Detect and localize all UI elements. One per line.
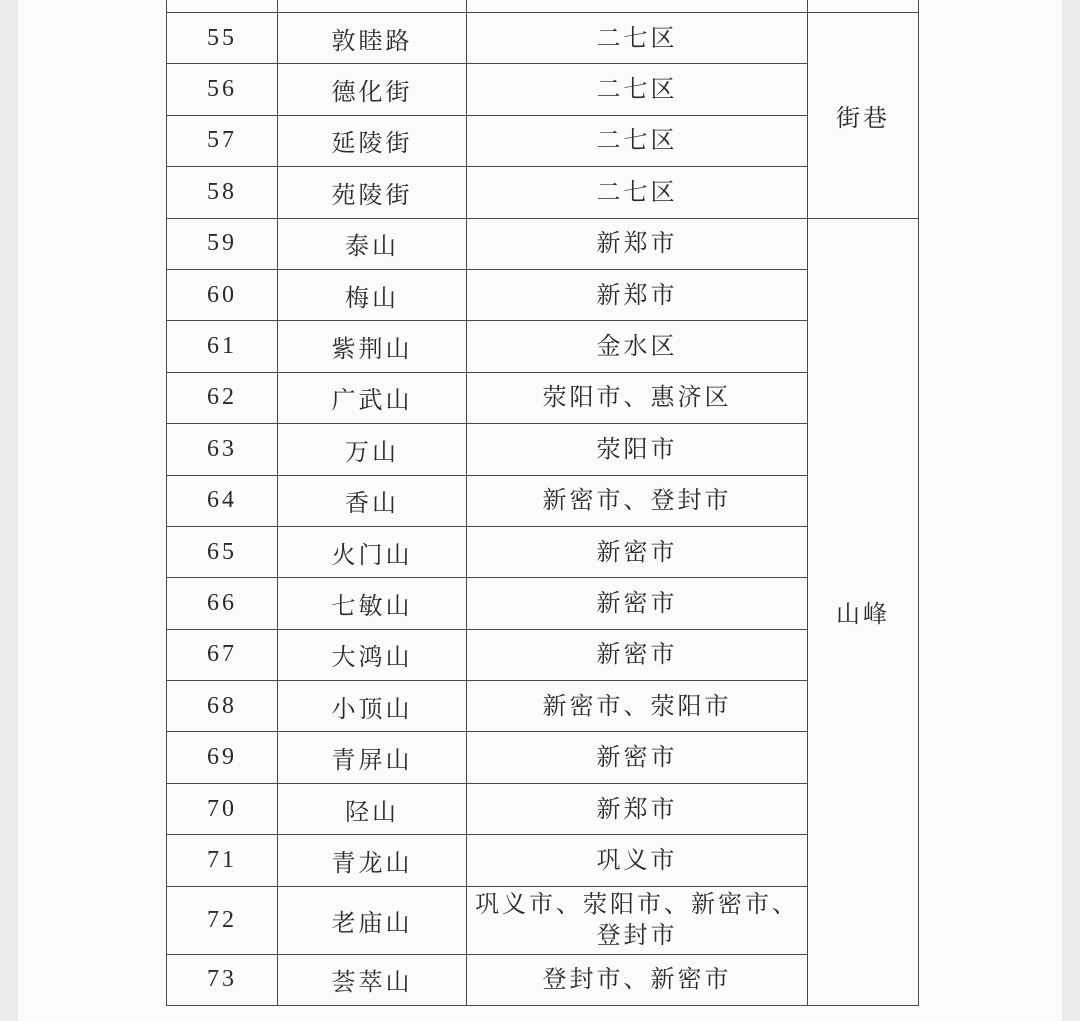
table-row	[167, 783, 919, 834]
place-name-table	[166, 0, 919, 1006]
place-name-cell: 青龙山	[278, 835, 467, 886]
table-row	[167, 321, 919, 372]
place-name-cell: 火门山	[278, 526, 467, 577]
location-cell: 二七区	[467, 64, 808, 115]
place-name-cell: 老庙山	[278, 886, 467, 954]
location-cell: 登封市、新密市	[467, 954, 808, 1005]
table-body	[167, 0, 919, 1006]
place-name-cell: 陉山	[278, 783, 467, 834]
row-number-cell: 69	[167, 732, 278, 783]
table-row	[167, 372, 919, 423]
row-number-cell: 66	[167, 578, 278, 629]
place-name-cell: 青屏山	[278, 732, 467, 783]
table-row	[167, 526, 919, 577]
document-page	[18, 0, 1062, 1021]
place-name-cell: 七敏山	[278, 578, 467, 629]
location-line: 巩义市、荥阳市、新密市、	[475, 890, 799, 919]
place-name-cell: 梅山	[278, 269, 467, 320]
table-row	[167, 64, 919, 115]
location-cell: 新密市	[467, 732, 808, 783]
table-row	[167, 218, 919, 269]
table-row	[167, 424, 919, 475]
location-cell	[467, 886, 808, 954]
table-row	[167, 167, 919, 218]
table-row	[167, 954, 919, 1005]
place-name-cell: 德化街	[278, 64, 467, 115]
row-number-cell: 65	[167, 526, 278, 577]
table-row	[167, 629, 919, 680]
table-row	[167, 475, 919, 526]
location-cell: 新密市	[467, 526, 808, 577]
row-number-cell: 56	[167, 64, 278, 115]
place-name-cell: 紫荆山	[278, 321, 467, 372]
location-line: 登封市	[596, 921, 678, 950]
location-cell: 二七区	[467, 13, 808, 64]
row-number-cell: 68	[167, 681, 278, 732]
location-cell: 二七区	[467, 115, 808, 166]
place-name-cell: 大鸿山	[278, 629, 467, 680]
location-cell: 荥阳市、惠济区	[467, 372, 808, 423]
location-cell: 新密市	[467, 578, 808, 629]
location-cell: 新密市	[467, 629, 808, 680]
category-cell: 山峰	[808, 218, 919, 1005]
location-cell: 荥阳市	[467, 424, 808, 475]
table-row-cut-off	[167, 0, 919, 13]
place-name-cell: 泰山	[278, 218, 467, 269]
location-cell: 巩义市	[467, 835, 808, 886]
location-cell: 新郑市	[467, 218, 808, 269]
row-number-cell: 73	[167, 954, 278, 1005]
row-number-cell: 57	[167, 115, 278, 166]
place-name-cell: 小顶山	[278, 681, 467, 732]
location-cell: 新郑市	[467, 269, 808, 320]
location-cell: 金水区	[467, 321, 808, 372]
place-name-cell: 敦睦路	[278, 13, 467, 64]
place-name-cell: 香山	[278, 475, 467, 526]
location-cell: 新郑市	[467, 783, 808, 834]
table-row	[167, 681, 919, 732]
row-number-cell: 70	[167, 783, 278, 834]
row-number-cell: 60	[167, 269, 278, 320]
table-row	[167, 13, 919, 64]
row-number-cell: 72	[167, 886, 278, 954]
location-cell: 新密市、荥阳市	[467, 681, 808, 732]
place-name-cell: 万山	[278, 424, 467, 475]
row-number-cell: 62	[167, 372, 278, 423]
table-row	[167, 578, 919, 629]
table-row	[167, 732, 919, 783]
place-name-cell: 延陵街	[278, 115, 467, 166]
row-number-cell: 61	[167, 321, 278, 372]
location-cell: 二七区	[467, 167, 808, 218]
table-row	[167, 835, 919, 886]
table-row	[167, 269, 919, 320]
table-row	[167, 115, 919, 166]
row-number-cell: 63	[167, 424, 278, 475]
row-number-cell: 55	[167, 13, 278, 64]
place-name-cell: 荟萃山	[278, 954, 467, 1005]
place-name-cell: 苑陵街	[278, 167, 467, 218]
row-number-cell: 58	[167, 167, 278, 218]
table-row	[167, 886, 919, 954]
place-name-cell: 广武山	[278, 372, 467, 423]
location-cell: 新密市、登封市	[467, 475, 808, 526]
row-number-cell: 59	[167, 218, 278, 269]
row-number-cell: 64	[167, 475, 278, 526]
row-number-cell: 71	[167, 835, 278, 886]
row-number-cell: 67	[167, 629, 278, 680]
category-cell: 街巷	[808, 13, 919, 219]
